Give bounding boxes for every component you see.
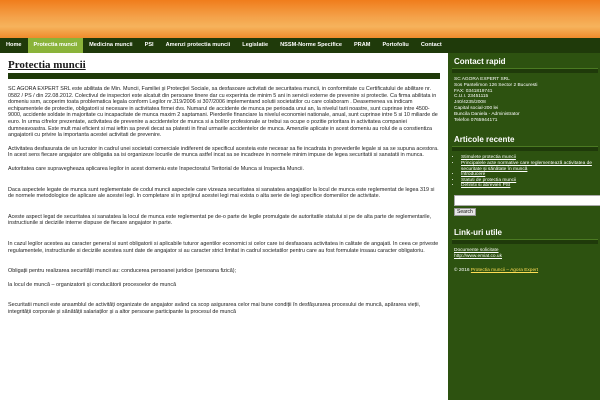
contact-company: SC AGORA EXPERT SRL (454, 77, 510, 82)
nav-medicina-muncii[interactable]: Medicina muncii (89, 42, 133, 48)
copyright-prefix: © 2016 (454, 267, 471, 273)
sidebar (448, 53, 600, 400)
articles-list (452, 155, 598, 189)
list-item (461, 183, 598, 189)
paragraph-obligatii: Obligații pentru realizarea securității muncii au: conducerea persoanei juridice (persoana fizică); (8, 268, 237, 275)
list-item (461, 161, 598, 172)
contact-title: Contact rapid (454, 57, 506, 66)
intro-paragraph: SC AGORA EXPERT SRL este abilitata de Min. Muncii, Familiei și Protecției Sociale, sa desfasoare activitati de securitatea muncii, in conformitate cu Certificatului de abilitare nr. 0582 / PS / din 22.08.2012. Colectivul de inspectori este alcatuit din persoane tinere dar cu experinta de minim 5 ani in servicii externe de prevenire si protectie. Ca firma abilitata in domeniu ssm, acoperim toata problematica legala conform Legilor nr.319/2006 si 307/2006 implementand solutii societatilor cu care colaboram . Deasemenea va indicam echipamentele de protectie, obligatorii si necesare in activitatea firmei dvs. Numarul de accidente de munca pe perioada unui an, la nivelul tarii noastre, sunt cuprinse intre 4500-9000, accidente soldate in majoritate cu incapacitate de munca maxim 2 saptamani. Pierderile financiare la nivelul economiei nationale, anual, sunt cuprinse intre 5 si 10 miliarde de euro. In urma cifrelor prezentate, activitatea de prevenire a accidentelor de munca si a bolilor profesionale ar trebui sa ocupe o pozitie prioritara in activitatea companiei dumneavoastra. Este mult mai eficient si mai ieftin sa previi decat sa platesti in final urmarile accidentelor de munca. Amenzile aplicate in acest domeniu au rolul de a constientiza angajatorii cu privire la importanta acestei activitati de prevenire. (8, 86, 438, 139)
articles-title: Articole recente (454, 135, 515, 145)
widget-divider (452, 68, 598, 73)
article-link[interactable]: Statuti de protectia muncii (461, 177, 517, 183)
article-link[interactable]: Definitii si abrevieri PSI (461, 183, 511, 189)
paragraph-reglementare: Aceste aspect legat de securitatea si sanatatea la locul de munca este reglementat pe de-o parte de legile promulgate de autoritatile statului si pe de alta parte de reglementarile, instructiunile si deciziile interne dispuse de fiecare angajator in parte. (8, 213, 432, 227)
paragraph-autoritatea: Autoritatea care supravegheaza aplicarea legilor in acest domeniu este Inspectoratul Teritorial de Munca si Inspectia Muncii. (8, 165, 304, 172)
contact-fax: FAX: 0341819741 (454, 88, 493, 94)
contact-widget (452, 53, 598, 123)
paragraph-loc-munca: la locul de muncă – organizatorii și conducătorii procesoelor de muncă (8, 281, 177, 288)
search-input[interactable] (454, 195, 600, 206)
nav-legislatie[interactable]: Legislatie (242, 42, 269, 48)
nav-contact[interactable]: Contact (420, 42, 442, 48)
contact-capital: Capital social-200 lei (454, 105, 499, 111)
nav-home[interactable]: Home (6, 42, 22, 48)
search-button[interactable]: Search (454, 208, 476, 216)
title-divider (8, 73, 440, 79)
contact-cui: C.U.I. 23451115 (454, 94, 489, 100)
links-widget (452, 224, 598, 260)
contact-phone: Telefon 0765944171 (454, 117, 498, 123)
paragraph-codul-muncii: Daca aspectele legate de munca sunt reglementate de codul muncii aspectele care vizeaza securitatea si sanatatea angajatilor la locul de munca este reglementat de legea 319 si de normele metodologice de aplicare ale acestei legi. In completare si in sprijinul acestei legi mai exista o alta serie de legi specifice domeniilor de activitate. (8, 186, 435, 200)
main-navigation (0, 38, 600, 53)
contact-admin: Buncila Daniela - Administrator (454, 111, 520, 117)
link-documente[interactable]: Documente solicitate (454, 247, 499, 253)
widget-divider (452, 239, 598, 244)
search-widget (452, 195, 598, 216)
article-link[interactable]: Principalele acte normative care reglementează activitatea de securitate și sănătate în muncă (461, 160, 592, 172)
articles-widget (452, 131, 598, 189)
article-link[interactable]: Stimulete protectia muncii (461, 155, 516, 161)
paragraph-securitatea: Securitatii muncii este ansamblul de activități organizate de angajator având ca scop asigurarea celor mai bune condiții în desfășurarea procesului de muncă, apărarea vieții, integrității corporale și sănătății salariaților și a altor persoane participante la procesul de muncă (8, 302, 421, 315)
nav-portofoliu[interactable]: Portofoliu (382, 42, 409, 48)
article-link[interactable]: Introducere (461, 172, 486, 178)
page-title[interactable]: Protectia muncii (8, 59, 86, 71)
paragraph-legi: In cazul legilor acestea au caracter general si sunt obligatorii si aplicabile tuturor agentilor economici si celor care isi desfasoara activitatea in calitate de angajati. In ceea ce priveste regulamentele, instructiunile si deciziile acestea sunt date de angajator si au caracter strict limitat in cadrul societatilor pentru care au fost formulate insaau caracter obligatoriu. (8, 240, 439, 254)
nav-protectia-muncii[interactable]: Protectia muncii (28, 38, 84, 53)
nav-psi[interactable]: PSI (144, 42, 154, 48)
widget-divider (452, 146, 598, 151)
paragraph-activitatea: Activitatea desfasurata de un lucrator in cadrul unei societati comerciale indiferent de specificul acesteia este necesar sa fie incadrata in prevederile legale si sa se supuna acestora. In acest sens fiecare angajator are obligatia sa isi organizeze locurile de munca astfel incat sa se incadreze in normele minim impuse de legea securitatii si sanatatii in munca. (8, 145, 439, 159)
contact-address: Sos Pantelimon 126 Sector 2 Bucuresti (454, 82, 538, 88)
copyright-link[interactable]: Protectia muncii – Agora Expert (470, 267, 539, 273)
copyright-widget (452, 268, 598, 273)
main-content (0, 53, 448, 400)
contact-reg: J40/4235/2008 (454, 100, 486, 106)
nav-nssm[interactable]: NSSM-Norme Specifice (280, 42, 342, 48)
link-emiat[interactable]: http://www.emiat.co.uk (454, 253, 502, 259)
nav-amenzi[interactable]: Amenzi protectia muncii (165, 42, 231, 48)
nav-pram[interactable]: PRAM (353, 42, 371, 48)
site-header (0, 0, 600, 38)
copyright-text (452, 268, 598, 273)
links-title: Link-uri utile (454, 227, 502, 237)
